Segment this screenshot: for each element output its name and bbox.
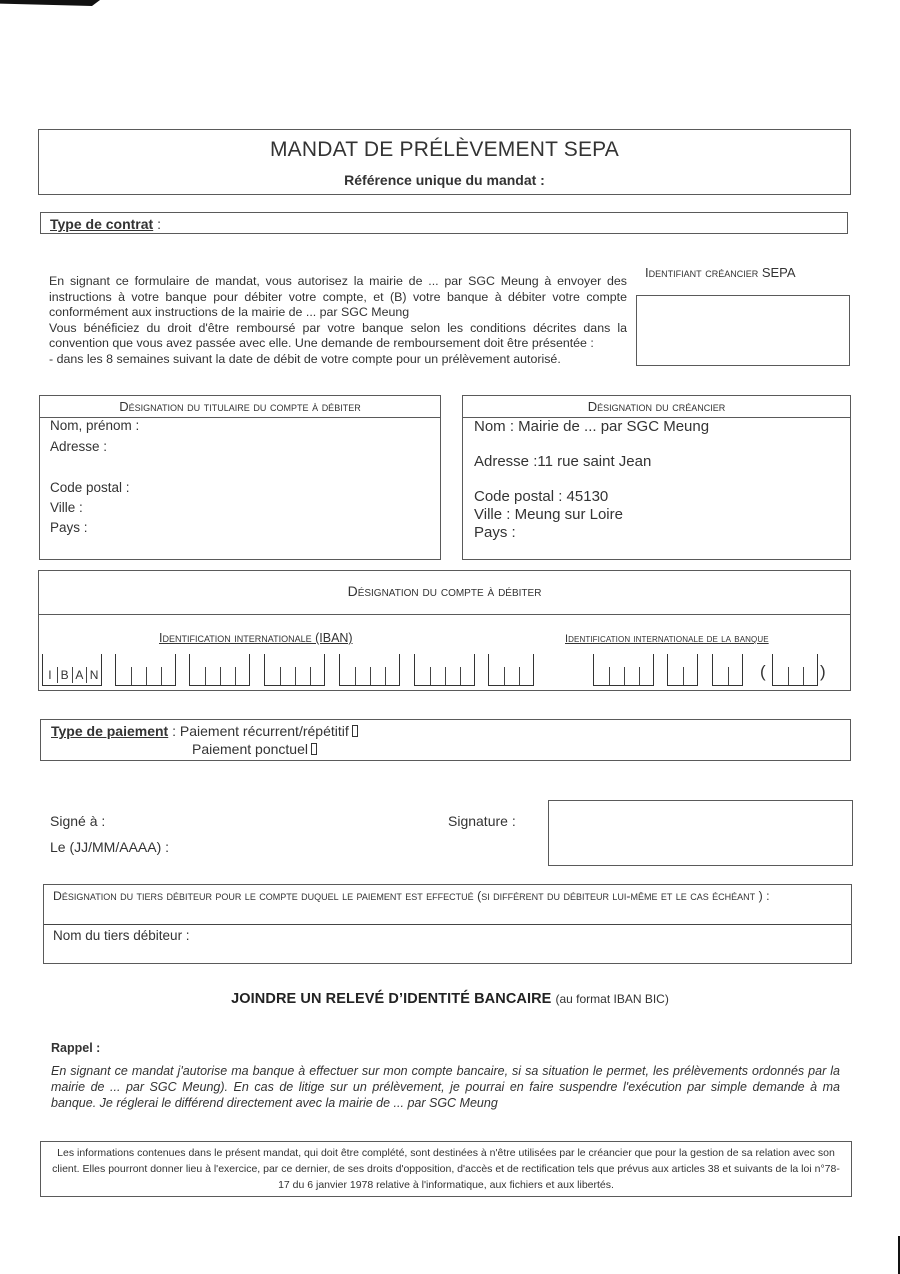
privacy-notice: Les informations contenues dans le présent mandat, qui doit être complété, sont destinées à n'être utilisées par le créancier que pour la gestion de sa relation avec son client. Elles pourront donner lieu à l'exercice, par ce dernier, de ses droits d'opposition, d'accès et de rectification tels que prévus aux articles 38 et suivants de la loi n°78-17 du 6 janvier 1978 relative à l'informatique, aux fichiers et aux libertés. xyxy=(40,1141,852,1197)
intro-text xyxy=(49,274,627,368)
holder-name-field[interactable]: Nom, prénom : xyxy=(50,418,140,433)
mandate-header xyxy=(38,129,851,195)
payment-recurrent-label: Paiement récurrent/répétitif xyxy=(179,723,349,739)
bic-label: Identification internationale de la banque xyxy=(565,633,769,645)
payment-type-row-2 xyxy=(192,741,317,757)
payment-type-row-1: Type de paiement : Paiement récurrent/répétitif xyxy=(51,723,358,739)
bic-paren-open: ( xyxy=(760,662,766,681)
third-party-title: Désignation du tiers débiteur pour le compte duquel le paiement est effectué (si différent du débiteur lui-même et le cas échéant ) : xyxy=(44,885,851,925)
debit-account-section xyxy=(38,614,851,691)
signed-date-field[interactable]: Le (JJ/MM/AAAA) : xyxy=(50,839,170,855)
iban-prefix: I B A N xyxy=(42,654,102,686)
third-party-name-field[interactable]: Nom du tiers débiteur : xyxy=(53,928,190,943)
creditor-address: Adresse :11 rue saint Jean xyxy=(474,453,652,470)
creditor-city: Ville : Meung sur Loire xyxy=(474,506,623,523)
holder-city-field[interactable]: Ville : xyxy=(50,500,83,515)
creditor-id-field[interactable] xyxy=(636,295,850,366)
debit-account-title: Désignation du compte à débiter xyxy=(347,583,542,599)
intro-paragraph: - dans les 8 semaines suivant la date de débit de votre compte pour un prélèvement autorisé. xyxy=(49,351,561,366)
creditor-country: Pays : xyxy=(474,524,516,541)
creditor-title: Désignation du créancier xyxy=(463,396,850,418)
intro-paragraph: En signant ce formulaire de mandat, vous autorisez la mairie de ... par SGC Meung à envoyer des instructions à votre banque pour débiter votre compte, et (B) votre banque à débiter votre compte conformément aux instructions de la mairie de ... par SGC Meung xyxy=(49,274,627,320)
iban-label: Identification internationale (IBAN) xyxy=(159,631,353,645)
iban-group-5[interactable] xyxy=(414,654,475,686)
account-holder-title: Désignation du titulaire du compte à débiter xyxy=(40,396,440,418)
iban-group-2[interactable] xyxy=(189,654,250,686)
iban-group-4[interactable] xyxy=(339,654,400,686)
holder-country-field[interactable]: Pays : xyxy=(50,520,88,535)
reminder-text: En signant ce mandat j'autorise ma banque à effectuer sur mon compte bancaire, si sa situation le permet, les prélèvements ordonnés par la mairie de ... par SGC Meung). En cas de litige sur un prélèvement, je pourrai en faire suspendre l'exécution par simple demande à ma banque. Je réglerai le différend directement avec la mairie de ... par SGC Meung xyxy=(51,1064,840,1110)
payment-type-section xyxy=(40,719,851,761)
holder-postal-code-field[interactable]: Code postal : xyxy=(50,480,130,495)
iban-group-1[interactable] xyxy=(115,654,176,686)
rib-sub-text: (au format IBAN BIC) xyxy=(555,992,669,1006)
rib-instruction xyxy=(0,991,900,1007)
iban-group-6[interactable] xyxy=(488,654,534,686)
bic-location-code[interactable] xyxy=(712,654,743,686)
signature-box[interactable] xyxy=(548,800,853,866)
account-holder-section xyxy=(39,395,441,560)
iban-group-3[interactable] xyxy=(264,654,325,686)
mandate-reference-label: Référence unique du mandat : xyxy=(344,172,545,188)
bic-paren-close: ) xyxy=(820,662,826,681)
bic-country-code[interactable] xyxy=(667,654,698,686)
payment-oneoff-checkbox[interactable] xyxy=(311,743,317,755)
bic-bank-code[interactable] xyxy=(593,654,654,686)
creditor-name: Nom : Mairie de ... par SGC Meung xyxy=(474,418,710,435)
payment-type-label: Type de paiement xyxy=(51,723,169,739)
payment-recurrent-checkbox[interactable] xyxy=(352,725,358,737)
intro-paragraph: Vous bénéficiez du droit d'être remboursé par votre banque selon les conditions décrites dans la convention que vous avez passée avec elle. Une demande de remboursement doit être présentée : xyxy=(49,320,627,351)
signature-label: Signature : xyxy=(448,813,516,829)
page-title: MANDAT DE PRÉLÈVEMENT SEPA xyxy=(269,138,620,161)
payment-oneoff-label: Paiement ponctuel xyxy=(192,741,308,757)
contract-type-label: Type de contrat : xyxy=(50,216,161,232)
reminder-title: Rappel : xyxy=(51,1041,101,1055)
third-party-section xyxy=(43,884,852,964)
holder-address-field[interactable]: Adresse : xyxy=(50,439,108,454)
creditor-section xyxy=(462,395,851,560)
rib-main-text: JOINDRE UN RELEVÉ D’IDENTITÉ BANCAIRE xyxy=(231,991,552,1007)
contract-type-field[interactable] xyxy=(40,212,848,234)
creditor-postal-code: Code postal : 45130 xyxy=(474,488,609,505)
debit-account-header xyxy=(38,570,851,615)
creditor-id-label: Identifiant créancier SEPA xyxy=(645,265,796,280)
scan-artifact-corner xyxy=(0,0,100,6)
bic-branch-code[interactable] xyxy=(772,654,818,686)
signed-at-field[interactable]: Signé à : xyxy=(50,813,106,829)
